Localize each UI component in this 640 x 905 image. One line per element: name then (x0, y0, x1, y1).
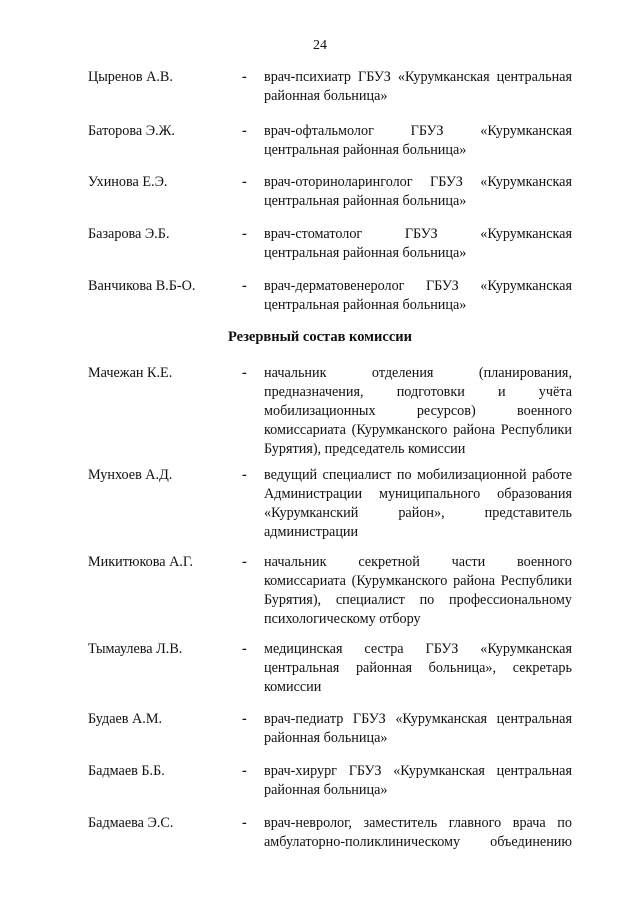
section-heading: Резервный состав комиссии (228, 329, 412, 345)
member-description: врач-педиатр ГБУЗ «Курумканская центральная районная больница» (264, 711, 572, 746)
member-description: медицинская сестра ГБУЗ «Курумканская центральная районная больница», секретарь комиссии (264, 641, 572, 695)
member-name: Тымаулева Л.В. (88, 641, 183, 657)
member-description: начальник секретной части военного комиссариата (Курумканского района Республики Бурятия), специалист по профессиональному психологическому отбору (264, 554, 572, 627)
member-description: врач-невролог, заместитель главного врача по амбулаторно-поликлиническому объединению (264, 815, 572, 850)
member-dash: - (242, 815, 247, 831)
member-dash: - (242, 641, 247, 657)
member-name: Ванчикова В.Б-О. (88, 278, 196, 294)
member-name: Будаев А.М. (88, 711, 163, 727)
member-dash: - (242, 365, 247, 381)
member-description: врач-офтальмолог ГБУЗ «Курумканская центральная районная больница» (264, 123, 572, 158)
member-name: Цыренов А.В. (88, 69, 173, 85)
member-description: начальник отделения (планирования, предназначения, подготовки и учёта мобилизационных ресурсов) военного комиссариата (Курумканского района Республики Бурятия), председатель комиссии (264, 365, 572, 457)
member-description: врач-дерматовенеролог ГБУЗ «Курумканская центральная районная больница» (264, 278, 572, 313)
page-number: 24 (313, 38, 327, 53)
member-dash: - (242, 711, 247, 727)
member-description: врач-психиатр ГБУЗ «Курумканская центральная районная больница» (264, 69, 572, 104)
member-name: Микитюкова А.Г. (88, 554, 194, 570)
member-dash: - (242, 123, 247, 139)
member-dash: - (242, 174, 247, 190)
member-name: Баторова Э.Ж. (88, 123, 175, 139)
member-name: Бадмаев Б.Б. (88, 763, 165, 779)
member-dash: - (242, 226, 247, 242)
member-description: врач-стоматолог ГБУЗ «Курумканская центральная районная больница» (264, 226, 572, 261)
member-dash: - (242, 69, 247, 85)
member-name: Ухинова Е.Э. (88, 174, 168, 190)
member-name: Базарова Э.Б. (88, 226, 170, 242)
member-name: Мунхоев А.Д. (88, 467, 173, 483)
member-description: врач-хирург ГБУЗ «Курумканская центральная районная больница» (264, 763, 572, 798)
member-dash: - (242, 763, 247, 779)
member-dash: - (242, 467, 247, 483)
member-name: Мачежан К.Е. (88, 365, 173, 381)
member-description: врач-оториноларинголог ГБУЗ «Курумканская центральная районная больница» (264, 174, 572, 209)
member-dash: - (242, 554, 247, 570)
member-dash: - (242, 278, 247, 294)
member-name: Бадмаева Э.С. (88, 815, 174, 831)
member-description: ведущий специалист по мобилизационной работе Администрации муниципального образования «Курумканский район», представитель администрации (264, 467, 572, 540)
